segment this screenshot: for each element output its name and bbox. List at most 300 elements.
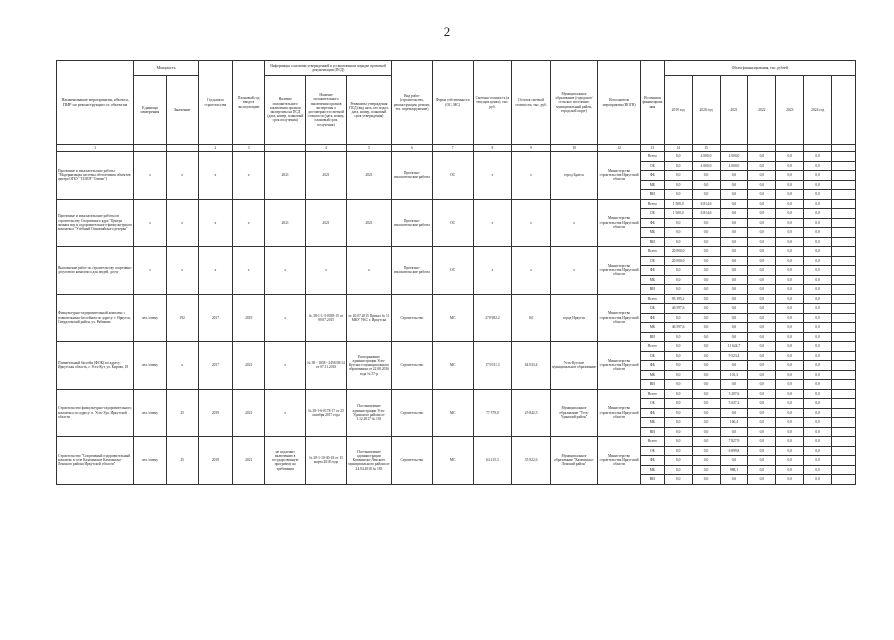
row-est-cost-cell: 270 982,2 [473,294,512,342]
row-value-cell: х [166,247,198,295]
row-finance-value-cell: 0,0 [776,389,804,399]
row-finance-value-cell: 0,0 [664,465,692,475]
row-finance-value-cell: 0,0 [692,237,720,247]
row-unit-cell: чел./смену [134,437,166,485]
row-finance-value-cell: 0,0 [748,304,776,314]
row-finance-extra-cell [832,332,856,342]
row-source-cell: МБ [641,323,665,333]
row-finance-value-cell: 0,0 [748,228,776,238]
row-name-cell: Проектные и изыскательские работы "Модернизация системы обеспечения объектов центра ОГБУ "СШОР "Олимп") [57,152,134,200]
header-year-2021: 2021 [720,76,748,145]
row-finance-value-cell: 0,0 [776,275,804,285]
row-value-cell: х [166,342,198,390]
row-finance-value-cell: 0,0 [804,266,832,276]
row-psd-req-cell: 2021 [346,152,391,200]
column-number-cell: 2 [198,145,232,152]
column-number-cell: 7 [432,145,473,152]
row-finance-value-cell: 0,0 [776,370,804,380]
row-finance-value-cell: 0,0 [776,190,804,200]
row-source-cell: Всего [641,294,665,304]
row-source-cell: ВИ [641,237,665,247]
row-finance-value-cell: 0,0 [664,427,692,437]
row-finance-value-cell: 0,0 [776,218,804,228]
row-finance-extra-cell [832,199,856,209]
row-finance-value-cell: 0,0 [692,256,720,266]
row-finance-value-cell: 0,0 [720,190,748,200]
row-finance-value-cell: 0,0 [664,351,692,361]
row-finance-value-cell: 5 047,2 [720,399,748,409]
row-finance-value-cell: 0,0 [776,304,804,314]
row-finance-value-cell: 0,0 [804,332,832,342]
row-finance-extra-cell [832,237,856,247]
row-finance-value-cell: 0,0 [776,342,804,352]
column-number-cell: 4 [306,145,347,152]
row-finance-value-cell: 0,0 [692,370,720,380]
row-municipality-cell: Усть-Кутское муниципальное образование [550,342,597,390]
table-row [57,199,856,209]
row-psd-cost-cell: х [306,247,347,295]
row-municipality-cell: Муниципальное образование "Усть-Удинский район" [550,389,597,437]
row-finance-value-cell: 0,0 [664,275,692,285]
table-row [57,389,856,399]
row-est-cost-cell: 64 215,3 [473,437,512,485]
row-finance-value-cell: 0,0 [776,313,804,323]
row-source-cell: Всего [641,152,665,162]
row-finance-value-cell: 0,0 [720,285,748,295]
row-unit-cell: чел./смену [134,294,166,342]
row-finance-value-cell: 0,0 [692,304,720,314]
row-finance-value-cell: 0,0 [664,152,692,162]
row-finance-value-cell: 0,0 [748,209,776,219]
column-number-cell [720,145,748,152]
row-finance-value-cell: 0,0 [664,408,692,418]
row-finance-value-cell: 0,0 [804,389,832,399]
row-finance-value-cell: 0,0 [804,209,832,219]
header-rem-cost: Остаток сметной стоимости, тыс. руб. [512,61,551,145]
row-finance-value-cell: 0,0 [720,456,748,466]
row-finance-value-cell: 0,0 [748,408,776,418]
row-finance-value-cell: 0,0 [748,342,776,352]
row-finance-value-cell: 0,0 [776,294,804,304]
row-finance-value-cell: 0,0 [748,256,776,266]
row-psd-exp-cell: х [265,247,306,295]
row-finance-value-cell: 0,0 [748,294,776,304]
header-year-2019: 2019 год [664,76,692,145]
row-finance-value-cell: 0,0 [748,218,776,228]
row-finance-value-cell: 0,0 [664,370,692,380]
header-year-2022: 2022 [748,76,776,145]
row-name-cell: Выполнение работ по строительству спортивно-досугового комплекса для людей, досуг [57,247,134,295]
row-work-type-cell: Строительство [392,294,433,342]
column-number-cell [804,145,832,152]
row-finance-value-cell: 0,0 [748,323,776,333]
row-source-cell: ФБ [641,313,665,323]
row-finance-value-cell: 0,0 [748,266,776,276]
row-finance-value-cell: 0,0 [720,294,748,304]
table-row [57,294,856,304]
table-row [57,437,856,447]
row-finance-value-cell: 0,0 [692,266,720,276]
header-work-type: Вид работ (строительство, реконструкция, ремонт, тех. перевооружение) [392,61,433,145]
row-finance-extra-cell [832,427,856,437]
row-psd-cost-cell: 2021 [306,152,347,200]
row-finance-value-cell: 0,0 [804,465,832,475]
row-finance-value-cell: 46 597,6 [664,304,692,314]
page-number: 2 [443,24,451,39]
row-finance-value-cell: 0,0 [664,342,692,352]
row-finance-value-cell: 0,0 [804,218,832,228]
table-header [57,61,856,145]
column-number-cell [265,145,306,152]
row-value-cell: х [166,152,198,200]
row-finance-extra-cell [832,180,856,190]
row-psd-req-cell: Распоряжение администрации Усть-Кутского муниципального образования от 22.08.2016 года № 57-р [346,342,391,390]
row-finance-value-cell: 0,0 [692,399,720,409]
row-finance-value-cell: 0,0 [692,351,720,361]
row-rem-cost-cell: х [512,152,551,200]
row-est-cost-cell: 77 579,0 [473,389,512,437]
row-finance-extra-cell [832,209,856,219]
row-finance-value-cell: 0,0 [776,332,804,342]
header-psd-group: Информация о наличии утвержденной в установленном порядке проектной документации (ПСД) [265,61,392,76]
row-finance-value-cell: 0,0 [720,275,748,285]
row-finance-value-cell: 0,0 [748,285,776,295]
row-finance-extra-cell [832,370,856,380]
row-finance-value-cell: 0,0 [748,380,776,390]
row-municipality-cell: х [550,247,597,295]
row-finance-value-cell: 0,0 [776,256,804,266]
row-finance-value-cell: 0,0 [692,171,720,181]
row-source-cell: ОБ [641,399,665,409]
row-unit-cell: х [134,199,166,247]
row-source-cell: ОБ [641,256,665,266]
header-ownership: Форма собственности (ОС, МС) [432,61,473,145]
row-finance-value-cell: 160,4 [720,418,748,428]
row-finance-value-cell: 0,0 [748,418,776,428]
row-finance-value-cell: 0,0 [804,256,832,266]
row-source-cell: Всего [641,199,665,209]
row-executor-cell: Министерство строительства Иркутской области [598,199,641,247]
row-finance-value-cell: 0,0 [748,161,776,171]
row-finance-value-cell: 0,0 [692,361,720,371]
row-finance-value-cell: 0,0 [748,199,776,209]
row-finance-value-cell: 0,0 [692,475,720,485]
row-finance-value-cell: 0,0 [692,275,720,285]
row-psd-exp-cell: 2021 [265,199,306,247]
row-finance-value-cell: 0,0 [748,180,776,190]
row-finance-value-cell: 20 000,0 [664,256,692,266]
row-finance-value-cell: 0,0 [804,323,832,333]
program-table [56,60,856,485]
row-work-type-cell: Строительство [392,389,433,437]
row-value-cell: 25 [166,389,198,437]
row-source-cell: ВИ [641,427,665,437]
row-finance-extra-cell [832,475,856,485]
row-finance-value-cell: 0,0 [720,218,748,228]
row-start-year-cell: х [198,199,232,247]
row-finance-value-cell: 0,0 [664,361,692,371]
row-rem-cost-cell: 0,0 [512,294,551,342]
row-finance-extra-cell [832,228,856,238]
row-finance-value-cell: 0,0 [692,323,720,333]
row-finance-value-cell: 0,0 [776,199,804,209]
row-finance-extra-cell [832,266,856,276]
row-finance-value-cell: 0,0 [748,446,776,456]
row-start-year-cell: х [198,247,232,295]
header-name: Наименование мероприятия, объекта, ПИР по реконструкции ос объектам [57,61,134,145]
row-finance-extra-cell [832,418,856,428]
row-finance-value-cell: 0,0 [692,427,720,437]
header-psd-cost: Наличие положительного заключения органов экспертизы о достоверности сметной стоимости (дата, номер, плановый срок получения) [306,76,347,145]
row-finance-value-cell: 0,0 [804,446,832,456]
row-finance-value-cell: 0,0 [748,313,776,323]
row-executor-cell: Министерство строительства Иркутской области [598,342,641,390]
row-finance-value-cell: 0,0 [692,190,720,200]
row-finance-value-cell: 0,0 [804,285,832,295]
row-finance-value-cell: 0,0 [804,427,832,437]
row-finance-value-cell: 0,0 [664,266,692,276]
row-finance-extra-cell [832,161,856,171]
row-finance-extra-cell [832,399,856,409]
row-finance-value-cell: 0,0 [692,408,720,418]
row-finance-value-cell: 0,0 [776,323,804,333]
row-finance-extra-cell [832,446,856,456]
row-name-cell: Проектные и изыскательские работы по строительству Спортивного ядра "Центра зимних игр и оздоровительного-физкультурного комплекса "Учебный Олимпийского резерва" [57,199,134,247]
row-finance-extra-cell [832,190,856,200]
row-psd-exp-cell: х [265,389,306,437]
row-finance-extra-cell [832,256,856,266]
row-ownership-cell: ОС [432,247,473,295]
row-ownership-cell: ОС [432,152,473,200]
row-finance-value-cell: 0,0 [748,332,776,342]
row-source-cell: ФБ [641,408,665,418]
column-number-cell [166,145,198,152]
row-finance-value-cell: 0,0 [804,475,832,485]
row-input-year-cell: 2021 [233,342,265,390]
row-finance-value-cell: 0,0 [776,427,804,437]
row-source-cell: ОБ [641,446,665,456]
row-finance-value-cell: 0,0 [748,361,776,371]
row-finance-value-cell: 0,0 [664,456,692,466]
row-finance-value-cell: 0,0 [720,304,748,314]
column-number-cell: 13 [641,145,665,152]
row-finance-value-cell: 0,0 [804,361,832,371]
row-finance-value-cell: 0,0 [692,342,720,352]
row-finance-value-cell: 0,0 [748,437,776,447]
row-finance-value-cell: 5 207,6 [720,389,748,399]
row-finance-value-cell: 1 500,0 [664,199,692,209]
row-finance-value-cell: 0,0 [804,370,832,380]
row-finance-value-cell: 0,0 [692,446,720,456]
row-rem-cost-cell: 25 842,5 [512,389,551,437]
row-source-cell: ОБ [641,161,665,171]
row-unit-cell: чел./смену [134,342,166,390]
row-finance-value-cell: 0,0 [720,323,748,333]
header-executor: Исполнитель мероприятия (ИОГВ) [598,61,641,145]
row-psd-cost-cell: № 38-1-6-0178-17 от 25 октября 2017 года [306,389,347,437]
row-finance-value-cell: 0,0 [748,171,776,181]
row-finance-value-cell: 0,0 [776,351,804,361]
row-finance-extra-cell [832,380,856,390]
column-number-cell: 14 [664,145,692,152]
row-source-cell: ОБ [641,304,665,314]
row-finance-value-cell: 0,0 [804,199,832,209]
row-finance-value-cell: 0,0 [776,237,804,247]
row-ownership-cell: МС [432,389,473,437]
row-source-cell: ВИ [641,380,665,390]
row-finance-value-cell: 0,0 [748,237,776,247]
column-number-cell: 8 [473,145,512,152]
row-source-cell: Всего [641,437,665,447]
row-finance-value-cell: 0,0 [720,380,748,390]
row-finance-value-cell: 20 000,0 [664,247,692,257]
row-finance-value-cell: 0,0 [776,247,804,257]
row-finance-value-cell: 0,0 [720,180,748,190]
row-start-year-cell: 2017 [198,342,232,390]
row-finance-value-cell: 0,0 [664,418,692,428]
row-finance-value-cell: 0,0 [804,456,832,466]
row-rem-cost-cell: 35 922,6 [512,437,551,485]
row-finance-value-cell: 0,0 [720,266,748,276]
row-finance-value-cell: 0,0 [692,228,720,238]
row-finance-value-cell: 0,0 [664,180,692,190]
column-number-cell [776,145,804,152]
header-unit: Единица измерения [134,76,166,145]
row-unit-cell: чел./смену [134,389,166,437]
row-psd-req-cell: Постановление администрации Казачинско-Ленского муниципального района от 24.04.2018 № 183 [346,437,391,485]
row-municipality-cell: Муниципальное образование "Казачинско-Ленский район" [550,437,597,485]
row-est-cost-cell: х [473,247,512,295]
row-finance-value-cell: 0,0 [804,351,832,361]
row-finance-value-cell: 0,0 [804,399,832,409]
row-input-year-cell: х [233,152,265,200]
row-municipality-cell: город Братск [550,152,597,200]
table-row [57,152,856,162]
row-finance-value-cell: 0,0 [804,171,832,181]
row-finance-value-cell: 0,0 [776,361,804,371]
row-finance-extra-cell [832,351,856,361]
row-finance-value-cell: 0,0 [692,247,720,257]
row-finance-value-cell: 0,0 [720,209,748,219]
row-finance-extra-cell [832,323,856,333]
row-finance-value-cell: 6 814,6 [692,209,720,219]
row-unit-cell: х [134,152,166,200]
row-finance-value-cell: 0,0 [692,418,720,428]
row-finance-value-cell: 0,0 [804,275,832,285]
row-finance-value-cell: 0,0 [776,418,804,428]
row-input-year-cell: 2019 [233,294,265,342]
row-rem-cost-cell: 64 033,4 [512,342,551,390]
column-number-cell: 15 [692,145,720,152]
row-source-cell: Всего [641,247,665,257]
column-number-cell: 6 [392,145,433,152]
row-source-cell: ВИ [641,190,665,200]
program-table-sheet [56,60,856,485]
row-finance-value-cell: 0,0 [720,332,748,342]
row-finance-value-cell: 0,0 [776,152,804,162]
row-source-cell: ВИ [641,285,665,295]
row-source-cell: МБ [641,275,665,285]
row-name-cell: Плавательный бассейн (ФОК) по адресу: Иркутская область, г. Усть-Кут, ул. Кирова, 18 [57,342,134,390]
row-finance-value-cell: 4 000,0 [720,152,748,162]
header-input-year: Плановый год ввода в эксплуатацию [233,61,265,145]
row-finance-value-cell: 0,0 [776,161,804,171]
row-psd-req-cell: Постановление администрации Усть-Удинского района от 1.12.2017 № 181 [346,389,391,437]
row-input-year-cell: 2021 [233,389,265,437]
row-finance-value-cell: 0,0 [804,313,832,323]
header-capacity: Мощность [134,61,198,76]
row-finance-value-cell: 0,0 [748,475,776,485]
row-start-year-cell: 2019 [198,437,232,485]
row-start-year-cell: 2019 [198,389,232,437]
row-municipality-cell: город Иркутск [550,294,597,342]
row-finance-value-cell: 0,0 [776,437,804,447]
row-finance-value-cell: 7 827,9 [720,437,748,447]
row-source-cell: МБ [641,465,665,475]
row-finance-value-cell: 6 899,8 [720,446,748,456]
row-finance-value-cell: 0,0 [776,285,804,295]
header-year-2020: 2020 год [692,76,720,145]
row-finance-value-cell: 93 195,2 [664,294,692,304]
row-source-cell: ОБ [641,351,665,361]
column-number-cell: 1 [57,145,134,152]
row-est-cost-cell: 173 031,3 [473,342,512,390]
row-finance-extra-cell [832,389,856,399]
row-source-cell: Всего [641,342,665,352]
row-name-cell: Строительство физкультурно-оздоровительного комплекса по адресу: п. Усть-Уда, Иркутской области [57,389,134,437]
row-finance-extra-cell [832,218,856,228]
row-finance-extra-cell [832,408,856,418]
row-ownership-cell: ОС [432,199,473,247]
row-finance-value-cell: 0,0 [776,380,804,390]
row-finance-value-cell: 0,0 [664,161,692,171]
row-input-year-cell: х [233,247,265,295]
row-finance-value-cell: 0,0 [720,313,748,323]
row-value-cell: х [166,199,198,247]
row-source-cell: МБ [641,180,665,190]
column-number-cell: 10 [550,145,597,152]
header-start-year: Год начала строительства [198,61,232,145]
header-year-2023: 2023 [776,76,804,145]
row-finance-value-cell: 0,0 [692,332,720,342]
row-finance-value-cell: 0,0 [692,389,720,399]
row-finance-value-cell: 0,0 [748,275,776,285]
row-finance-extra-cell [832,465,856,475]
table-body [57,145,856,485]
row-finance-extra-cell [832,361,856,371]
row-finance-value-cell: 0,0 [664,313,692,323]
row-finance-value-cell: 0,0 [664,228,692,238]
row-finance-value-cell: 0,0 [692,465,720,475]
row-executor-cell: Министерство строительства Иркутской области [598,247,641,295]
row-finance-value-cell: 0,0 [720,427,748,437]
row-finance-value-cell: 101,3 [720,370,748,380]
row-finance-value-cell: 0,0 [664,475,692,485]
row-finance-value-cell: 0,0 [804,180,832,190]
row-finance-value-cell: 0,0 [664,237,692,247]
row-source-cell: МБ [641,418,665,428]
row-finance-value-cell: 0,0 [664,399,692,409]
row-finance-value-cell: 0,0 [664,437,692,447]
row-finance-value-cell: 0,0 [692,218,720,228]
row-finance-value-cell: 0,0 [776,475,804,485]
row-finance-extra-cell [832,304,856,314]
row-finance-value-cell: 988,1 [720,465,748,475]
row-source-cell: ВИ [641,332,665,342]
row-finance-value-cell: 0,0 [748,370,776,380]
row-finance-extra-cell [832,275,856,285]
row-input-year-cell: 2021 [233,437,265,485]
